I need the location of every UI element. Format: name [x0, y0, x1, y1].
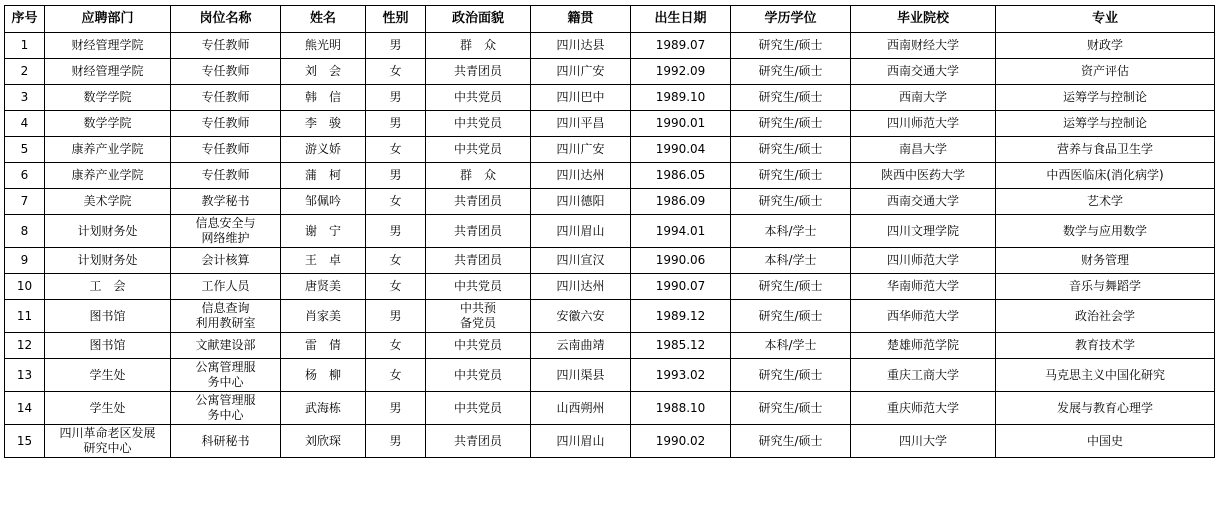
- cell-degree: 研究生/硕士: [731, 274, 851, 300]
- cell-political-lines: [428, 434, 528, 449]
- cell-department-line: 财经管理学院: [71, 38, 144, 52]
- table-row: [5, 33, 1215, 59]
- cell-department-lines: [47, 253, 168, 268]
- cell-hometown: 四川眉山: [531, 425, 631, 458]
- cell-hometown: 四川广安: [531, 137, 631, 163]
- cell-school: 四川师范大学: [851, 111, 996, 137]
- cell-position-lines: [173, 194, 278, 209]
- cell-political-lines: [428, 368, 528, 383]
- cell-degree: 研究生/硕士: [731, 163, 851, 189]
- cell-political-line: 共青团员: [453, 194, 502, 208]
- cell-position: [171, 33, 281, 59]
- cell-political-line: 中共党员: [453, 142, 502, 156]
- cell-department: [45, 163, 171, 189]
- header-cell-major: 专业: [996, 6, 1215, 33]
- cell-political-line: 共青团员: [453, 253, 502, 267]
- cell-name: 刘 会: [281, 59, 366, 85]
- cell-political: [426, 359, 531, 392]
- cell-political: [426, 300, 531, 333]
- cell-position: [171, 85, 281, 111]
- cell-hometown: 云南曲靖: [531, 333, 631, 359]
- cell-degree: 研究生/硕士: [731, 189, 851, 215]
- cell-gender: 男: [366, 300, 426, 333]
- cell-department-line: 数学学院: [83, 116, 132, 130]
- cell-degree: 研究生/硕士: [731, 300, 851, 333]
- cell-position: [171, 274, 281, 300]
- table-row: [5, 392, 1215, 425]
- table-header: [5, 6, 1215, 33]
- cell-position: [171, 425, 281, 458]
- cell-position-lines: [173, 253, 278, 268]
- cell-birth: 1989.12: [631, 300, 731, 333]
- cell-political: [426, 111, 531, 137]
- cell-name: 雷 倩: [281, 333, 366, 359]
- cell-school: 华南师范大学: [851, 274, 996, 300]
- cell-political-lines: [428, 168, 528, 183]
- cell-department-line: 数学学院: [83, 90, 132, 104]
- cell-political-lines: [428, 116, 528, 131]
- table-row: [5, 248, 1215, 274]
- cell-birth: 1990.02: [631, 425, 731, 458]
- cell-department-line: 康养产业学院: [71, 142, 144, 156]
- cell-department: [45, 59, 171, 85]
- cell-school: 南昌大学: [851, 137, 996, 163]
- cell-name: 李 骏: [281, 111, 366, 137]
- cell-degree: 研究生/硕士: [731, 425, 851, 458]
- cell-political: [426, 33, 531, 59]
- cell-index: 13: [5, 359, 45, 392]
- cell-position-lines: [173, 38, 278, 53]
- cell-index: 14: [5, 392, 45, 425]
- cell-position-line: 专任教师: [201, 168, 250, 182]
- cell-department-line: 图书馆: [89, 338, 126, 352]
- table-row: [5, 111, 1215, 137]
- cell-position-lines: [173, 90, 278, 105]
- cell-political: [426, 163, 531, 189]
- cell-school: 四川师范大学: [851, 248, 996, 274]
- cell-gender: 男: [366, 392, 426, 425]
- cell-birth: 1985.12: [631, 333, 731, 359]
- cell-department-lines: [47, 338, 168, 353]
- cell-gender: 男: [366, 111, 426, 137]
- cell-position-line: 科研秘书: [201, 433, 250, 448]
- cell-major: 财务管理: [996, 248, 1215, 274]
- cell-school: 西南财经大学: [851, 33, 996, 59]
- cell-index: 5: [5, 137, 45, 163]
- cell-position-line: 公寓管理服: [195, 393, 256, 407]
- cell-hometown: 四川达县: [531, 33, 631, 59]
- cell-degree: 研究生/硕士: [731, 33, 851, 59]
- cell-department-lines: [47, 309, 168, 324]
- cell-school: 西南交通大学: [851, 189, 996, 215]
- cell-birth: 1990.01: [631, 111, 731, 137]
- cell-political-line: 中共党员: [453, 367, 502, 382]
- cell-political: [426, 137, 531, 163]
- cell-gender: 女: [366, 274, 426, 300]
- cell-department-line: 计划财务处: [77, 223, 138, 238]
- cell-department-lines: [47, 401, 168, 416]
- cell-position: [171, 59, 281, 85]
- cell-name: 王 卓: [281, 248, 366, 274]
- cell-position: [171, 215, 281, 248]
- cell-political-line: 群 众: [459, 168, 496, 182]
- cell-hometown: 四川达州: [531, 274, 631, 300]
- cell-name: 熊光明: [281, 33, 366, 59]
- cell-position: [171, 248, 281, 274]
- cell-hometown: 四川达州: [531, 163, 631, 189]
- cell-political-lines: [428, 301, 528, 331]
- cell-political-line: 中共党员: [453, 338, 502, 352]
- cell-position-line: 务中心: [207, 375, 244, 389]
- table-row: [5, 215, 1215, 248]
- cell-position-line: 专任教师: [201, 64, 250, 78]
- cell-position-lines: [173, 216, 278, 246]
- cell-department-lines: [47, 64, 168, 79]
- cell-political-lines: [428, 64, 528, 79]
- cell-political-lines: [428, 194, 528, 209]
- table-row: [5, 274, 1215, 300]
- cell-index: 8: [5, 215, 45, 248]
- cell-department-lines: [47, 168, 168, 183]
- cell-hometown: 山西朔州: [531, 392, 631, 425]
- table-row: [5, 59, 1215, 85]
- cell-department: [45, 333, 171, 359]
- cell-major: 教育技术学: [996, 333, 1215, 359]
- cell-major: 营养与食品卫生学: [996, 137, 1215, 163]
- cell-political: [426, 274, 531, 300]
- cell-department-line: 学生处: [89, 367, 126, 382]
- cell-gender: 女: [366, 359, 426, 392]
- cell-department-line: 计划财务处: [77, 253, 138, 267]
- cell-index: 3: [5, 85, 45, 111]
- cell-birth: 1992.09: [631, 59, 731, 85]
- cell-political-line: 共青团员: [453, 433, 502, 448]
- cell-political-lines: [428, 401, 528, 416]
- cell-gender: 男: [366, 215, 426, 248]
- cell-major: 音乐与舞蹈学: [996, 274, 1215, 300]
- table-row: [5, 189, 1215, 215]
- cell-political-line: 共青团员: [453, 223, 502, 238]
- header-cell-school: 毕业院校: [851, 6, 996, 33]
- cell-hometown: 四川渠县: [531, 359, 631, 392]
- cell-position: [171, 189, 281, 215]
- cell-major: 政治社会学: [996, 300, 1215, 333]
- cell-position-lines: [173, 279, 278, 294]
- cell-department-lines: [47, 116, 168, 131]
- cell-hometown: 四川平昌: [531, 111, 631, 137]
- header-cell-degree: 学历学位: [731, 6, 851, 33]
- header-cell-name: 姓名: [281, 6, 366, 33]
- cell-political: [426, 85, 531, 111]
- cell-political-line: 中共党员: [453, 400, 502, 415]
- cell-degree: 研究生/硕士: [731, 359, 851, 392]
- cell-major: 马克思主义中国化研究: [996, 359, 1215, 392]
- cell-school: 重庆师范大学: [851, 392, 996, 425]
- cell-hometown: 四川德阳: [531, 189, 631, 215]
- cell-hometown: 四川眉山: [531, 215, 631, 248]
- cell-school: 西南大学: [851, 85, 996, 111]
- cell-major: 财政学: [996, 33, 1215, 59]
- cell-position: [171, 300, 281, 333]
- cell-name: 刘欣琛: [281, 425, 366, 458]
- header-cell-position: 岗位名称: [171, 6, 281, 33]
- header-cell-gender: 性别: [366, 6, 426, 33]
- cell-political-lines: [428, 224, 528, 239]
- cell-position-line: 工作人员: [201, 279, 250, 293]
- cell-department-line: 四川革命老区发展: [59, 426, 156, 440]
- cell-department-lines: [47, 90, 168, 105]
- cell-major: 中国史: [996, 425, 1215, 458]
- table-body: [5, 33, 1215, 458]
- cell-position: [171, 333, 281, 359]
- cell-name: 武海栋: [281, 392, 366, 425]
- cell-degree: 研究生/硕士: [731, 85, 851, 111]
- cell-political-line: 中共党员: [453, 116, 502, 130]
- cell-gender: 女: [366, 333, 426, 359]
- cell-department: [45, 392, 171, 425]
- cell-birth: 1993.02: [631, 359, 731, 392]
- cell-position: [171, 111, 281, 137]
- cell-position-lines: [173, 116, 278, 131]
- cell-position-line: 网络维护: [201, 231, 250, 245]
- cell-major: 数学与应用数学: [996, 215, 1215, 248]
- cell-position-lines: [173, 338, 278, 353]
- cell-position-lines: [173, 301, 278, 331]
- cell-position: [171, 163, 281, 189]
- cell-index: 6: [5, 163, 45, 189]
- cell-index: 4: [5, 111, 45, 137]
- cell-school: 西南交通大学: [851, 59, 996, 85]
- cell-political-line: 群 众: [459, 38, 496, 52]
- cell-name: 游义娇: [281, 137, 366, 163]
- cell-hometown: 四川广安: [531, 59, 631, 85]
- cell-political: [426, 189, 531, 215]
- cell-political-line: 共青团员: [453, 64, 502, 78]
- cell-gender: 女: [366, 248, 426, 274]
- cell-gender: 男: [366, 425, 426, 458]
- cell-political-lines: [428, 38, 528, 53]
- cell-major: 运筹学与控制论: [996, 85, 1215, 111]
- cell-position-lines: [173, 434, 278, 449]
- cell-degree: 本科/学士: [731, 248, 851, 274]
- cell-department-line: 财经管理学院: [71, 64, 144, 78]
- table-row: [5, 85, 1215, 111]
- cell-gender: 女: [366, 189, 426, 215]
- cell-department-line: 工 会: [89, 279, 126, 293]
- cell-school: 四川大学: [851, 425, 996, 458]
- cell-name: 韩 信: [281, 85, 366, 111]
- cell-position-lines: [173, 142, 278, 157]
- cell-political-lines: [428, 90, 528, 105]
- cell-degree: 研究生/硕士: [731, 59, 851, 85]
- cell-school: 重庆工商大学: [851, 359, 996, 392]
- cell-name: 肖家美: [281, 300, 366, 333]
- cell-position-lines: [173, 168, 278, 183]
- cell-school: 楚雄师范学院: [851, 333, 996, 359]
- table-row: [5, 425, 1215, 458]
- cell-index: 9: [5, 248, 45, 274]
- cell-political-lines: [428, 338, 528, 353]
- cell-position-line: 信息安全与: [195, 216, 256, 230]
- cell-department: [45, 189, 171, 215]
- cell-department: [45, 248, 171, 274]
- cell-position-line: 利用教研室: [195, 316, 256, 330]
- cell-index: 15: [5, 425, 45, 458]
- cell-degree: 本科/学士: [731, 215, 851, 248]
- cell-department-lines: [47, 279, 168, 294]
- cell-gender: 女: [366, 137, 426, 163]
- cell-name: 邹佩吟: [281, 189, 366, 215]
- cell-department: [45, 215, 171, 248]
- cell-position-line: 公寓管理服: [195, 360, 256, 374]
- cell-position-line: 信息查询: [201, 301, 250, 315]
- cell-political-line: 备党员: [459, 316, 496, 330]
- cell-department: [45, 85, 171, 111]
- applicant-table: [4, 5, 1215, 458]
- cell-birth: 1988.10: [631, 392, 731, 425]
- cell-department: [45, 137, 171, 163]
- cell-school: 西华师范大学: [851, 300, 996, 333]
- table-row: [5, 333, 1215, 359]
- cell-political: [426, 333, 531, 359]
- header-cell-hometown: 籍贯: [531, 6, 631, 33]
- cell-department-line: 研究中心: [83, 441, 132, 455]
- cell-name: 杨 柳: [281, 359, 366, 392]
- cell-political: [426, 392, 531, 425]
- cell-major: 艺术学: [996, 189, 1215, 215]
- cell-index: 11: [5, 300, 45, 333]
- cell-name: 谢 宁: [281, 215, 366, 248]
- cell-position-lines: [173, 393, 278, 423]
- cell-gender: 男: [366, 33, 426, 59]
- cell-name: 唐贤美: [281, 274, 366, 300]
- cell-political: [426, 425, 531, 458]
- cell-political-lines: [428, 279, 528, 294]
- cell-department-line: 学生处: [89, 400, 126, 415]
- cell-department-line: 美术学院: [83, 194, 132, 208]
- cell-department: [45, 300, 171, 333]
- cell-position-line: 务中心: [207, 408, 244, 422]
- cell-department-lines: [47, 368, 168, 383]
- cell-position-line: 教学秘书: [201, 194, 250, 208]
- cell-birth: 1989.07: [631, 33, 731, 59]
- cell-department-lines: [47, 142, 168, 157]
- cell-index: 12: [5, 333, 45, 359]
- cell-major: 发展与教育心理学: [996, 392, 1215, 425]
- cell-position-line: 文献建设部: [195, 338, 256, 352]
- cell-department: [45, 274, 171, 300]
- cell-birth: 1990.07: [631, 274, 731, 300]
- cell-degree: 研究生/硕士: [731, 137, 851, 163]
- table-row: [5, 163, 1215, 189]
- cell-name: 蒲 柯: [281, 163, 366, 189]
- cell-birth: 1989.10: [631, 85, 731, 111]
- cell-birth: 1994.01: [631, 215, 731, 248]
- cell-position-line: 专任教师: [201, 116, 250, 130]
- cell-gender: 男: [366, 163, 426, 189]
- cell-major: 运筹学与控制论: [996, 111, 1215, 137]
- cell-school: 四川文理学院: [851, 215, 996, 248]
- cell-political-line: 中共党员: [453, 279, 502, 293]
- cell-position-line: 专任教师: [201, 38, 250, 52]
- cell-political: [426, 248, 531, 274]
- cell-hometown: 安徽六安: [531, 300, 631, 333]
- cell-department-line: 图书馆: [89, 308, 126, 323]
- table-row: [5, 137, 1215, 163]
- cell-department: [45, 33, 171, 59]
- cell-degree: 研究生/硕士: [731, 111, 851, 137]
- cell-political-line: 中共预: [459, 301, 496, 315]
- header-row: [5, 6, 1215, 33]
- cell-political-lines: [428, 253, 528, 268]
- cell-department-line: 康养产业学院: [71, 168, 144, 182]
- cell-degree: 研究生/硕士: [731, 392, 851, 425]
- cell-position-lines: [173, 64, 278, 79]
- cell-birth: 1986.05: [631, 163, 731, 189]
- cell-school: 陕西中医药大学: [851, 163, 996, 189]
- cell-department: [45, 359, 171, 392]
- cell-degree: 本科/学士: [731, 333, 851, 359]
- cell-department-lines: [47, 426, 168, 456]
- cell-department: [45, 425, 171, 458]
- cell-index: 7: [5, 189, 45, 215]
- cell-department: [45, 111, 171, 137]
- cell-hometown: 四川宣汉: [531, 248, 631, 274]
- cell-index: 10: [5, 274, 45, 300]
- header-cell-political: 政治面貌: [426, 6, 531, 33]
- header-cell-department: 应聘部门: [45, 6, 171, 33]
- cell-position: [171, 359, 281, 392]
- table-row: [5, 359, 1215, 392]
- cell-birth: 1990.04: [631, 137, 731, 163]
- header-cell-index: 序号: [5, 6, 45, 33]
- cell-major: 资产评估: [996, 59, 1215, 85]
- cell-position-lines: [173, 360, 278, 390]
- cell-department-lines: [47, 224, 168, 239]
- table-row: [5, 300, 1215, 333]
- cell-position-line: 专任教师: [201, 142, 250, 156]
- cell-birth: 1986.09: [631, 189, 731, 215]
- cell-political-lines: [428, 142, 528, 157]
- cell-birth: 1990.06: [631, 248, 731, 274]
- cell-political: [426, 215, 531, 248]
- cell-position: [171, 137, 281, 163]
- cell-gender: 女: [366, 59, 426, 85]
- cell-position-line: 会计核算: [201, 253, 250, 267]
- cell-position-line: 专任教师: [201, 90, 250, 104]
- cell-political-line: 中共党员: [453, 90, 502, 104]
- header-cell-birth: 出生日期: [631, 6, 731, 33]
- cell-index: 1: [5, 33, 45, 59]
- cell-political: [426, 59, 531, 85]
- cell-department-lines: [47, 38, 168, 53]
- cell-department-lines: [47, 194, 168, 209]
- cell-index: 2: [5, 59, 45, 85]
- cell-gender: 男: [366, 85, 426, 111]
- cell-major: 中西医临床(消化病学): [996, 163, 1215, 189]
- cell-hometown: 四川巴中: [531, 85, 631, 111]
- cell-position: [171, 392, 281, 425]
